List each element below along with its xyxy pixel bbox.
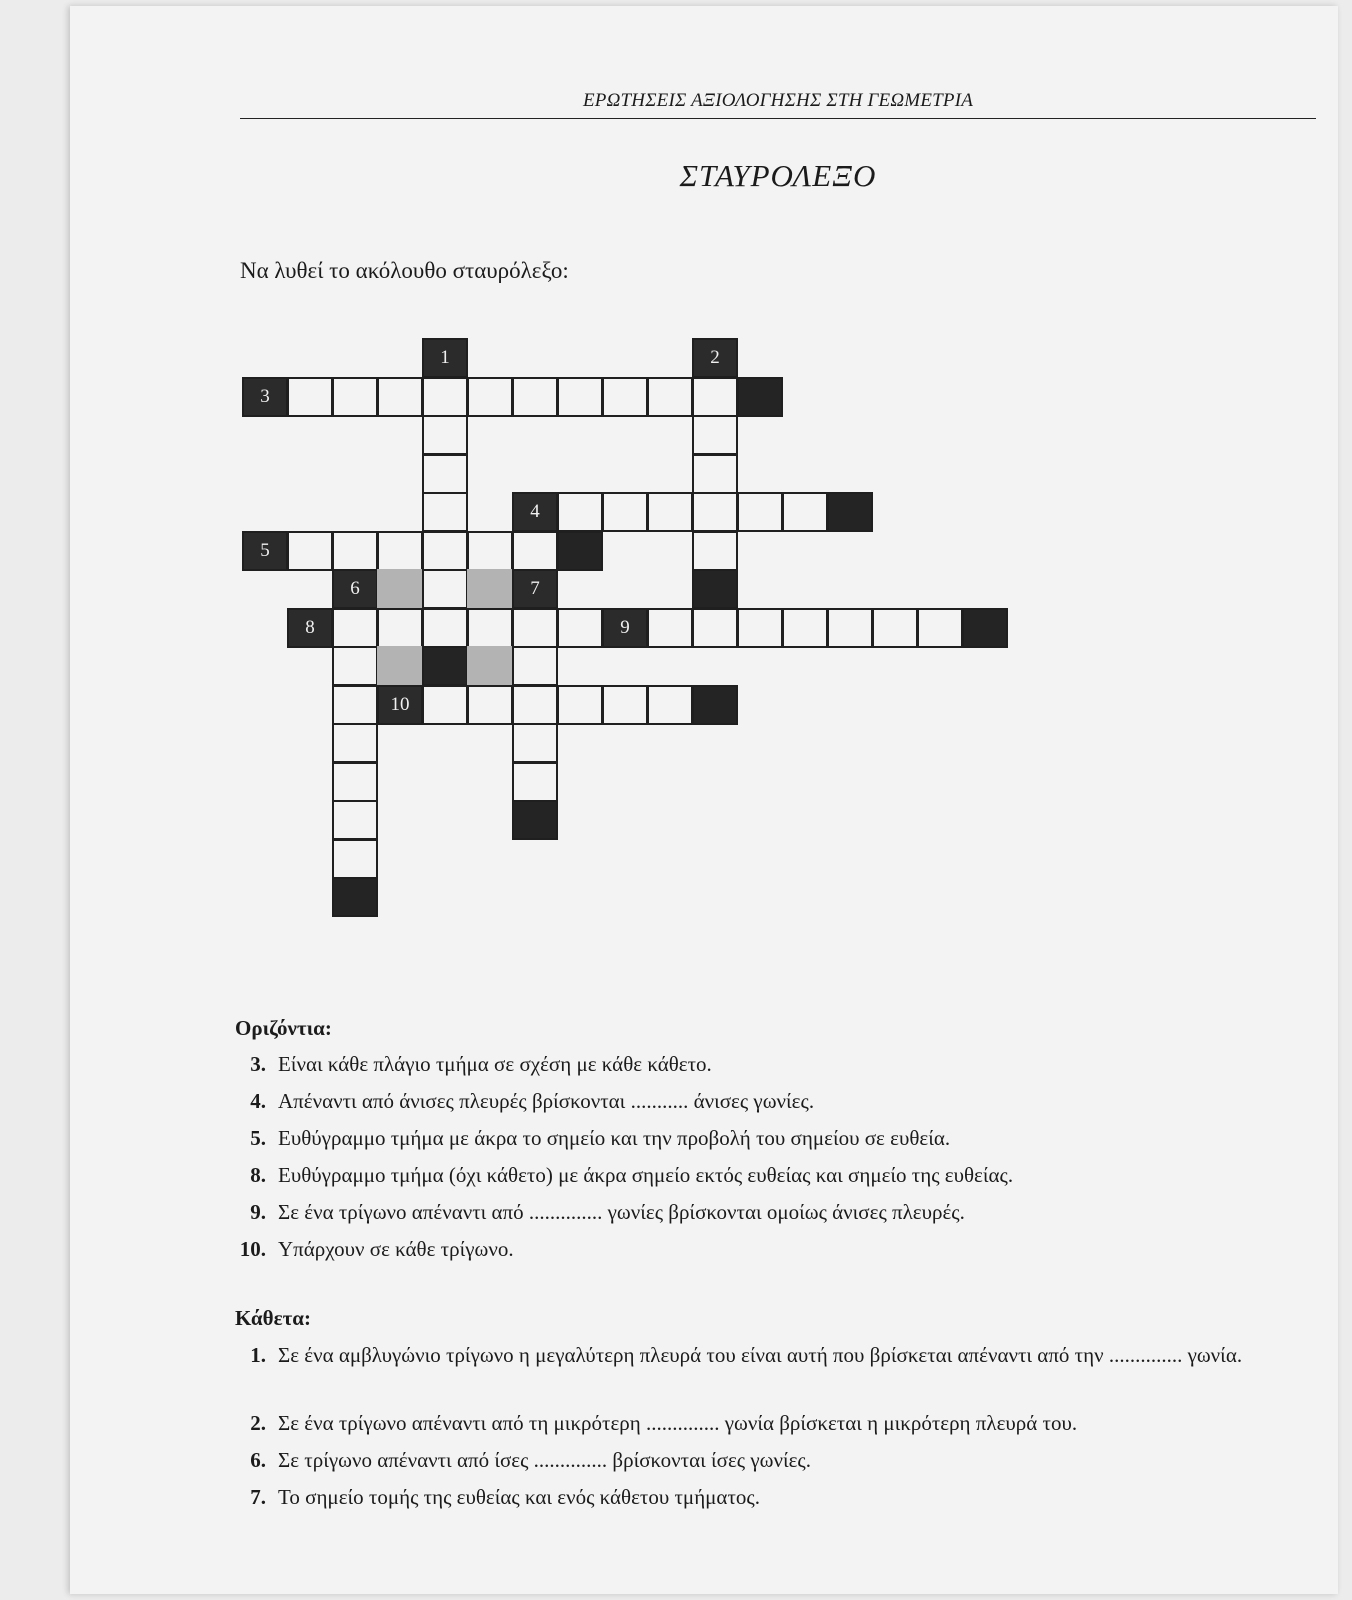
clue-number: 6.: [250, 1448, 266, 1472]
clue-number-cell: 3: [242, 377, 288, 417]
answer-cell[interactable]: [602, 685, 648, 725]
clue-item: [228, 1123, 1318, 1153]
black-cell: [737, 377, 783, 417]
clue-text: Υπάρχουν σε κάθε τρίγωνο.: [278, 1237, 514, 1261]
answer-cell[interactable]: [827, 608, 873, 648]
answer-cell[interactable]: [872, 608, 918, 648]
answer-cell[interactable]: [332, 377, 378, 417]
clue-number-cell: 9: [602, 608, 648, 648]
clue-text: Ευθύγραμμο τμήμα με άκρα το σημείο και την προβολή του σημείου σε ευθεία.: [278, 1126, 951, 1150]
clue-number-cell: 2: [692, 338, 738, 378]
clue-number-cell: 1: [422, 338, 468, 378]
answer-cell[interactable]: [782, 608, 828, 648]
answer-cell[interactable]: [467, 608, 513, 648]
answer-cell[interactable]: [512, 762, 558, 802]
black-cell: [557, 531, 603, 571]
answer-cell[interactable]: [332, 723, 378, 763]
clue-number-cell: 8: [287, 608, 333, 648]
answer-cell[interactable]: [917, 608, 963, 648]
black-cell: [692, 569, 738, 609]
answer-cell[interactable]: [332, 646, 378, 686]
clue-item: [228, 1445, 1318, 1475]
clue-number-cell: 4: [512, 492, 558, 532]
shaded-cell: [377, 646, 423, 686]
answer-cell[interactable]: [512, 608, 558, 648]
answer-cell[interactable]: [512, 377, 558, 417]
answer-cell[interactable]: [332, 531, 378, 571]
answer-cell[interactable]: [647, 608, 693, 648]
answer-cell[interactable]: [422, 531, 468, 571]
clue-text: Σε τρίγωνο απέναντι από ίσες .............. βρίσκονται ίσες γωνίες.: [278, 1448, 811, 1472]
clue-text: Ευθύγραμμο τμήμα (όχι κάθετο) με άκρα σημείο εκτός ευθείας και σημείο της ευθείας.: [278, 1163, 1014, 1187]
answer-cell[interactable]: [287, 531, 333, 571]
answer-cell[interactable]: [377, 377, 423, 417]
clue-number-cell: 6: [332, 569, 378, 609]
clue-number: 5.: [250, 1126, 266, 1150]
answer-cell[interactable]: [422, 685, 468, 725]
black-cell: [422, 646, 468, 686]
black-cell: [962, 608, 1008, 648]
answer-cell[interactable]: [422, 569, 468, 609]
clue-number: 1.: [250, 1343, 266, 1367]
answer-cell[interactable]: [422, 415, 468, 455]
answer-cell[interactable]: [692, 608, 738, 648]
black-cell: [512, 800, 558, 840]
answer-cell[interactable]: [377, 608, 423, 648]
shaded-cell: [467, 569, 513, 609]
answer-cell[interactable]: [692, 492, 738, 532]
clue-number: 8.: [250, 1163, 266, 1187]
header-rule: [240, 118, 1316, 119]
answer-cell[interactable]: [422, 377, 468, 417]
clue-text: Σε ένα τρίγωνο απέναντι από .............. γωνίες βρίσκονται ομοίως άνισες πλευρές.: [278, 1200, 965, 1224]
clue-number: 9.: [250, 1200, 266, 1224]
answer-cell[interactable]: [332, 608, 378, 648]
answer-cell[interactable]: [467, 377, 513, 417]
answer-cell[interactable]: [737, 492, 783, 532]
answer-cell[interactable]: [692, 531, 738, 571]
clue-text: Είναι κάθε πλάγιο τμήμα σε σχέση με κάθε κάθετο.: [278, 1052, 712, 1076]
clue-item: [228, 1408, 1318, 1438]
clue-item: [228, 1482, 1318, 1512]
clue-text: Σε ένα αμβλυγώνιο τρίγωνο η μεγαλύτερη πλευρά του είναι αυτή που βρίσκεται απέναντι από την .............. γωνία.: [278, 1343, 1243, 1367]
shaded-cell: [467, 646, 513, 686]
across-heading: Οριζόντια:: [235, 1016, 332, 1040]
clue-number-cell: 7: [512, 569, 558, 609]
clue-number: 2.: [250, 1411, 266, 1435]
answer-cell[interactable]: [467, 531, 513, 571]
black-cell: [827, 492, 873, 532]
answer-cell[interactable]: [557, 492, 603, 532]
answer-cell[interactable]: [647, 377, 693, 417]
clue-text: Το σημείο τομής της ευθείας και ενός κάθετου τμήματος.: [278, 1485, 760, 1509]
instruction-text: Να λυθεί το ακόλουθο σταυρόλεξο:: [240, 258, 569, 283]
answer-cell[interactable]: [557, 608, 603, 648]
answer-cell[interactable]: [512, 646, 558, 686]
clue-item: [228, 1049, 1318, 1079]
clue-text: Σε ένα τρίγωνο απέναντι από τη μικρότερη .............. γωνία βρίσκεται η μικρότερη πλευρά του.: [278, 1411, 1078, 1435]
answer-cell[interactable]: [692, 454, 738, 494]
clue-number: 4.: [250, 1089, 266, 1113]
clue-item: [228, 1197, 1318, 1227]
answer-cell[interactable]: [737, 608, 783, 648]
answer-cell[interactable]: [332, 685, 378, 725]
clue-item: [228, 1160, 1318, 1190]
clue-item: [228, 1086, 1318, 1116]
clue-text: Απέναντι από άνισες πλευρές βρίσκονται ........... άνισες γωνίες.: [278, 1089, 815, 1113]
page-title: ΣΤΑΥΡΟΛΕΞΟ: [679, 158, 877, 193]
answer-cell[interactable]: [782, 492, 828, 532]
clue-item: [228, 1234, 1318, 1264]
answer-cell[interactable]: [602, 377, 648, 417]
answer-cell[interactable]: [422, 454, 468, 494]
black-cell: [332, 877, 378, 917]
answer-cell[interactable]: [332, 839, 378, 879]
answer-cell[interactable]: [512, 685, 558, 725]
answer-cell[interactable]: [692, 377, 738, 417]
clue-number-cell: 10: [377, 685, 423, 725]
answer-cell[interactable]: [647, 492, 693, 532]
answer-cell[interactable]: [422, 608, 468, 648]
answer-cell[interactable]: [692, 415, 738, 455]
clue-number: 3.: [250, 1052, 266, 1076]
clue-number-cell: 5: [242, 531, 288, 571]
answer-cell[interactable]: [422, 492, 468, 532]
answer-cell[interactable]: [512, 531, 558, 571]
answer-cell[interactable]: [332, 800, 378, 840]
answer-cell[interactable]: [467, 685, 513, 725]
answer-cell[interactable]: [512, 723, 558, 763]
down-heading: Κάθετα:: [235, 1306, 311, 1330]
shaded-cell: [377, 569, 423, 609]
answer-cell[interactable]: [332, 762, 378, 802]
clue-item: [228, 1340, 1318, 1370]
black-cell: [692, 685, 738, 725]
answer-cell[interactable]: [557, 685, 603, 725]
running-head: ΕΡΩΤΗΣΕΙΣ ΑΞΙΟΛΟΓΗΣΗΣ ΣΤΗ ΓΕΩΜΕΤΡΙΑ: [582, 90, 974, 111]
clue-number: 7.: [250, 1485, 266, 1509]
answer-cell[interactable]: [602, 492, 648, 532]
answer-cell[interactable]: [557, 377, 603, 417]
answer-cell[interactable]: [287, 377, 333, 417]
answer-cell[interactable]: [377, 531, 423, 571]
answer-cell[interactable]: [647, 685, 693, 725]
clue-number: 10.: [239, 1237, 266, 1261]
